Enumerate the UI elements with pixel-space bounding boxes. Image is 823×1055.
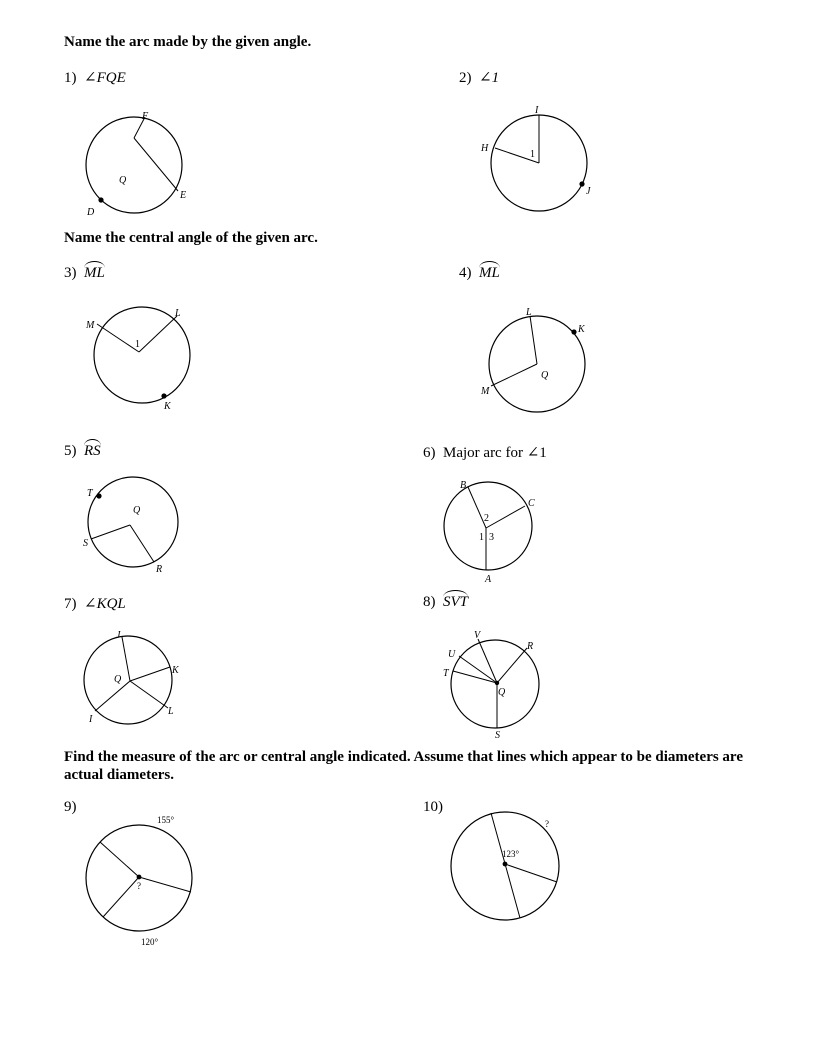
problem-prompt: ∠KQL [84, 596, 126, 612]
label-I: I [535, 105, 539, 116]
problem-number: 4) [459, 265, 472, 281]
label-S: S [495, 730, 500, 741]
label-unknown: ? [137, 881, 141, 891]
label-L: L [175, 308, 181, 319]
problem-number: 2) [459, 70, 472, 86]
problem-prompt: SVT [443, 594, 469, 610]
label-2: 2 [484, 513, 489, 524]
problem-number: 1) [64, 70, 77, 86]
section-heading-3: Find the measure of the arc or central angle indicated. Assume that lines which appear to be diameters are actual diameters. [64, 749, 743, 783]
label-C: C [528, 498, 535, 509]
problem-prompt: RS [84, 443, 101, 459]
label-M: M [86, 320, 95, 331]
label-J: J [586, 186, 591, 197]
label-Q: Q [133, 505, 141, 516]
label-L: L [526, 307, 532, 318]
problem-number: 3) [64, 265, 77, 281]
label-155: 155° [157, 815, 175, 825]
label-3: 3 [489, 532, 494, 543]
problem-number: 5) [64, 443, 77, 459]
label-J: J [116, 630, 121, 641]
label-T: T [87, 488, 93, 499]
label-V: V [474, 630, 481, 641]
label-1: 1 [135, 339, 140, 350]
label-S: S [83, 538, 88, 549]
label-K: K [172, 665, 179, 676]
problem-number: 9) [64, 799, 77, 815]
label-Q: Q [114, 674, 122, 685]
label-D: D [87, 207, 95, 218]
label-R: R [156, 564, 163, 575]
label-123: 123° [502, 849, 520, 859]
label-F: F [142, 111, 149, 122]
problem-prompt: ML [479, 265, 500, 281]
label-H: H [481, 143, 489, 154]
label-A: A [485, 574, 492, 585]
label-L: L [168, 706, 174, 717]
problem-number: 6) [423, 445, 436, 461]
label-Q: Q [498, 687, 506, 698]
problem-number: 7) [64, 596, 77, 612]
label-K: K [578, 324, 585, 335]
label-1: 1 [530, 149, 535, 160]
label-M: M [481, 386, 490, 397]
label-R: R [527, 641, 534, 652]
label-E: E [180, 190, 187, 201]
problem-number: 8) [423, 594, 436, 610]
problem-prompt: ∠1 [479, 70, 500, 86]
label-U: U [448, 649, 456, 660]
label-B: B [460, 480, 467, 491]
label-T: T [443, 668, 449, 679]
problem-number: 10) [423, 799, 443, 815]
problem-prompt: Major arc for ∠1 [443, 445, 547, 461]
label-120: 120° [141, 937, 159, 947]
label-I: I [89, 714, 93, 725]
label-Q: Q [119, 175, 127, 186]
label-Q: Q [541, 370, 549, 381]
label-K: K [164, 401, 171, 412]
problem-prompt: ∠FQE [84, 70, 126, 86]
label-1: 1 [479, 532, 484, 543]
problem-prompt: ML [84, 265, 105, 281]
section-heading-2: Name the central angle of the given arc. [64, 230, 318, 246]
section-heading-1: Name the arc made by the given angle. [64, 34, 312, 50]
label-unknown: ? [545, 819, 549, 829]
